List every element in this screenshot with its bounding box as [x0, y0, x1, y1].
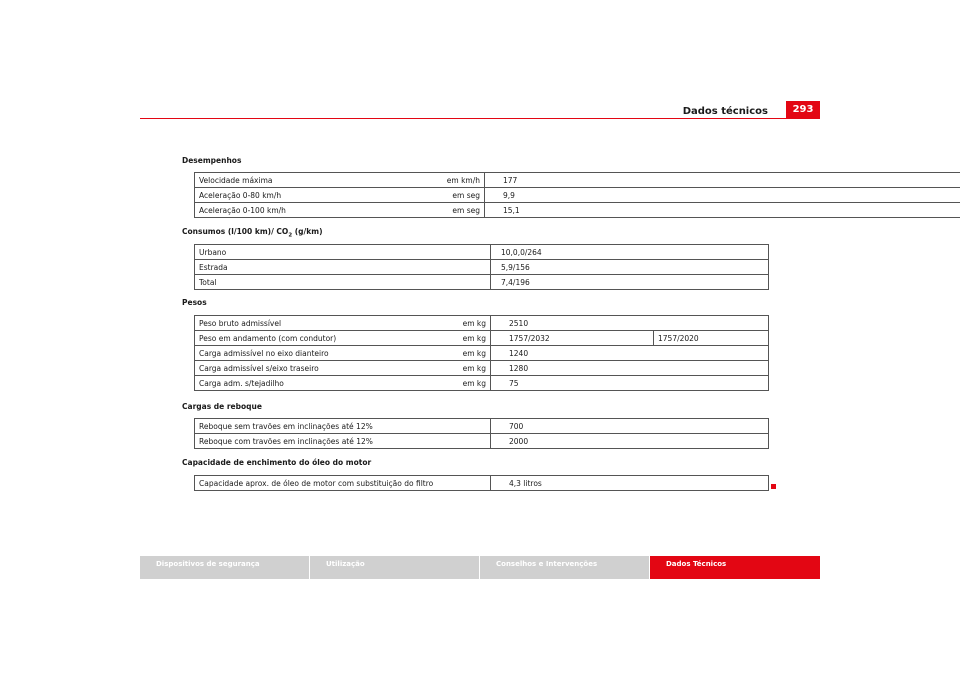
row-label: Carga admissível s/eixo traseiro — [199, 363, 319, 373]
table-row — [195, 419, 769, 434]
page-title: Dados técnicos — [682, 106, 768, 117]
row-unit: em seg — [452, 205, 480, 215]
footer-tab-tips[interactable]: Conselhos e Intervenções — [480, 556, 650, 579]
table-row — [195, 173, 960, 188]
table-row — [195, 260, 769, 275]
row-value: 700 — [491, 419, 769, 434]
row-value: 7,4/196 — [491, 275, 769, 290]
table-row — [195, 476, 769, 491]
table-row — [195, 275, 769, 290]
section-title-performance: Desempenhos — [182, 156, 242, 165]
row-label: Velocidade máxima — [199, 175, 273, 185]
table-row — [195, 331, 769, 346]
row-label: Carga adm. s/tejadilho — [199, 378, 284, 388]
weights-table — [194, 315, 769, 391]
row-value: 177 — [485, 173, 960, 188]
section-title-consumption: Consumos (l/100 km)/ $CO_2$ (g/km) — [182, 227, 323, 239]
row-value: 1280 — [491, 361, 769, 376]
row-unit: em km/h — [446, 175, 480, 185]
table-row — [195, 188, 960, 203]
row-unit: em kg — [462, 318, 486, 328]
row-value: 75 — [491, 376, 769, 391]
row-value: 2510 — [491, 316, 769, 331]
row-value: 1240 — [491, 346, 769, 361]
footer-tab-usage[interactable]: Utilização — [310, 556, 480, 579]
row-label: Estrada — [195, 260, 491, 275]
row-value: 10,0,0/264 — [491, 245, 769, 260]
footer-tab-safety[interactable]: Dispositivos de segurança — [140, 556, 310, 579]
section-title-oil: Capacidade de enchimento do óleo do motor — [182, 458, 372, 467]
row-label: Peso bruto admissível — [199, 318, 282, 328]
table-row — [195, 316, 769, 331]
table-row — [195, 346, 769, 361]
row-value: 1757/2032 — [491, 331, 654, 346]
towing-table — [194, 418, 769, 449]
row-value: 15,1 — [485, 203, 960, 218]
section-end-marker — [771, 484, 776, 489]
section-title-weights: Pesos — [182, 298, 207, 307]
section-title-towing: Cargas de reboque — [182, 402, 262, 411]
row-label: Urbano — [195, 245, 491, 260]
row-value: 2000 — [491, 434, 769, 449]
row-label: Aceleração 0-80 km/h — [199, 190, 282, 200]
oil-table — [194, 475, 769, 491]
row-unit: em kg — [462, 378, 486, 388]
row-label: Carga admissível no eixo dianteiro — [199, 348, 329, 358]
table-row — [195, 203, 960, 218]
row-unit: em kg — [462, 363, 486, 373]
header-divider — [140, 118, 820, 119]
performance-table — [194, 172, 960, 218]
row-value-alt: 1757/2020 — [654, 331, 769, 346]
row-label: Aceleração 0-100 km/h — [199, 205, 286, 215]
row-label: Reboque sem travões em inclinações até 12% — [195, 419, 491, 434]
row-unit: em kg — [462, 348, 486, 358]
row-value: 4,3 litros — [491, 476, 769, 491]
row-unit: em seg — [452, 190, 480, 200]
row-value: 5,9/156 — [491, 260, 769, 275]
footer-tab-technical-data[interactable]: Dados Técnicos — [650, 556, 820, 579]
table-row — [195, 376, 769, 391]
table-row — [195, 434, 769, 449]
row-value: 9,9 — [485, 188, 960, 203]
table-row — [195, 245, 769, 260]
row-label: Reboque com travões em inclinações até 12% — [195, 434, 491, 449]
row-label: Peso em andamento (com condutor) — [199, 333, 337, 343]
row-label: Capacidade aprox. de óleo de motor com substituição do filtro — [195, 476, 491, 491]
page-number: 293 — [786, 101, 820, 119]
row-unit: em kg — [462, 333, 486, 343]
consumption-table — [194, 244, 769, 290]
row-label: Total — [195, 275, 491, 290]
footer-nav — [140, 556, 820, 579]
table-row — [195, 361, 769, 376]
